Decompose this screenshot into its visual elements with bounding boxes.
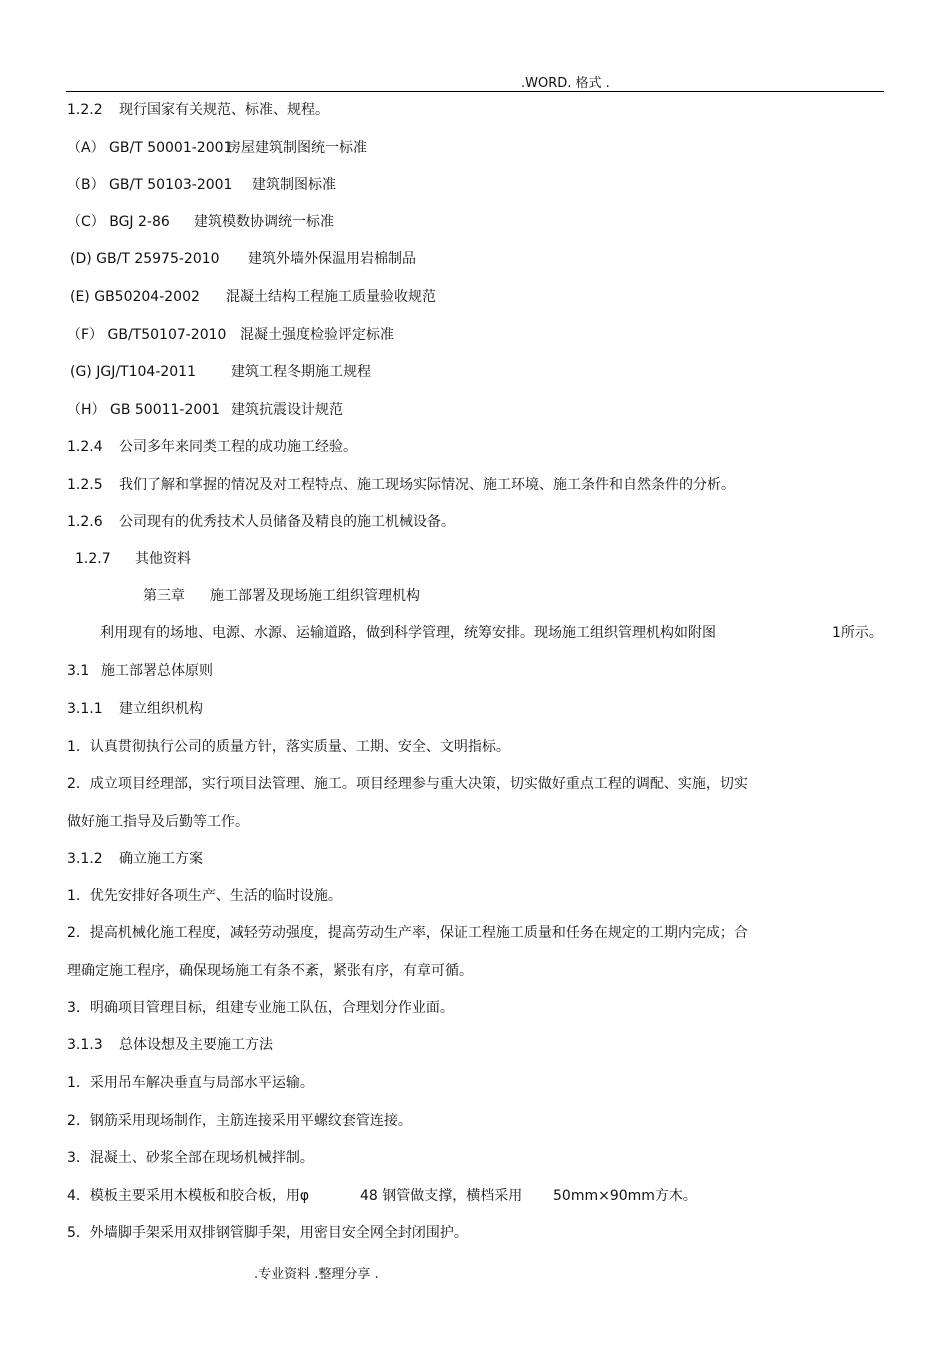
chapter-title: 施工部署及现场施工组织管理机构 (210, 588, 420, 604)
standard-code: （F） GB/T50107-2010 (67, 327, 227, 343)
standard-item-g (70, 363, 371, 381)
clause-text: 我们了解和掌握的情况及对工程特点、施工现场实际情况、施工环境、施工条件和自然条件的分析。 (119, 477, 735, 493)
section-3-1-3 (67, 1036, 273, 1054)
clause-1-2-2 (67, 101, 329, 119)
clause-number: 1.2.7 (75, 551, 111, 567)
section-title: 总体设想及主要施工方法 (119, 1037, 273, 1053)
clause-text: 其他资料 (135, 551, 191, 567)
list-item-continuation: 做好施工指导及后勤等工作。 (67, 814, 249, 830)
list-item: 2．钢筋采用现场制作，主筋连接采用平螺纹套管连接。 (67, 1113, 412, 1129)
standard-item-a (67, 139, 367, 157)
section-number: 3.1.3 (67, 1037, 103, 1053)
standard-item-d (70, 250, 416, 268)
list-item: 3．明确项目管理目标，组建专业施工队伍，合理划分作业面。 (67, 1000, 454, 1016)
section-title: 建立组织机构 (119, 701, 203, 717)
list-item (67, 1187, 697, 1205)
standard-item-h (67, 401, 343, 419)
clause-1-2-4 (67, 438, 357, 456)
list-item: 1．认真贯彻执行公司的质量方针，落实质量、工期、安全、文明指标。 (67, 739, 510, 755)
chapter-heading (143, 587, 420, 605)
section-number: 3.1.2 (67, 851, 103, 867)
clause-number: 1.2.2 (67, 102, 103, 118)
clause-1-2-7 (75, 550, 191, 568)
standard-title: 建筑工程冬期施工规程 (231, 364, 371, 380)
standard-code: （C） BGJ 2-86 (67, 214, 170, 230)
clause-number: 1.2.6 (67, 514, 103, 530)
standard-title: 建筑模数协调统一标准 (194, 214, 334, 230)
standard-title: 混凝土强度检验评定标准 (240, 327, 394, 343)
section-3-1-1 (67, 700, 203, 718)
standard-title: 建筑外墙外保温用岩棉制品 (248, 251, 416, 267)
standard-code: (G) JGJ/T104-2011 (70, 364, 196, 380)
standard-title: 房屋建筑制图统一标准 (227, 140, 367, 156)
list-item: 1．采用吊车解决垂直与局部水平运输。 (67, 1075, 314, 1091)
clause-number: 1.2.5 (67, 477, 103, 493)
standard-title: 建筑制图标准 (252, 177, 336, 193)
section-title: 施工部署总体原则 (101, 663, 213, 679)
section-3-1 (67, 662, 213, 680)
intro-text: 利用现有的场地、电源、水源、运输道路，做到科学管理，统筹安排。现场施工组织管理机构如附图 (100, 625, 716, 641)
standard-item-c (67, 213, 334, 231)
list-item-part: 50mm×90mm方木。 (553, 1188, 697, 1204)
standard-item-f (67, 326, 394, 344)
clause-text: 现行国家有关规范、标准、规程。 (119, 102, 329, 118)
section-number: 3.1.1 (67, 701, 103, 717)
header-rule (66, 91, 884, 92)
section-title: 确立施工方案 (119, 851, 203, 867)
intro-tail: 1所示。 (832, 625, 883, 641)
list-item: 3．混凝土、砂浆全部在现场机械拌制。 (67, 1150, 314, 1166)
page-footer: .专业资料 .整理分享 . (254, 1267, 379, 1282)
list-item-part: 48 钢管做支撑，横档采用 (360, 1188, 523, 1204)
standard-code: （A） GB/T 50001-2001 (67, 140, 233, 156)
section-3-1-2 (67, 850, 203, 868)
standard-item-e (70, 288, 436, 306)
page-header: .WORD. 格式 . (521, 76, 610, 91)
standard-code: (D) GB/T 25975-2010 (70, 251, 220, 267)
intro-paragraph (100, 624, 883, 642)
clause-1-2-5 (67, 476, 735, 494)
clause-text: 公司多年来同类工程的成功施工经验。 (119, 439, 357, 455)
clause-1-2-6 (67, 513, 455, 531)
list-item-continuation: 理确定施工程序，确保现场施工有条不紊，紧张有序，有章可循。 (67, 963, 473, 979)
list-item: 1．优先安排好各项生产、生活的临时设施。 (67, 888, 342, 904)
clause-text: 公司现有的优秀技术人员储备及精良的施工机械设备。 (119, 514, 455, 530)
standard-code: (E) GB50204-2002 (70, 289, 200, 305)
standard-code: （H） GB 50011-2001 (67, 402, 221, 418)
standard-title: 建筑抗震设计规范 (231, 402, 343, 418)
list-item: 5．外墙脚手架采用双排钢管脚手架，用密目安全网全封闭围护。 (67, 1225, 468, 1241)
standard-code: （B） GB/T 50103-2001 (67, 177, 233, 193)
section-number: 3.1 (67, 663, 90, 679)
list-item: 2．成立项目经理部，实行项目法管理、施工。项目经理参与重大决策，切实做好重点工程的调配、实施，切实 (67, 776, 748, 792)
chapter-number: 第三章 (143, 588, 185, 604)
list-item-part: 4．模板主要采用木模板和胶合板，用φ (67, 1188, 310, 1204)
clause-number: 1.2.4 (67, 439, 103, 455)
standard-title: 混凝土结构工程施工质量验收规范 (226, 289, 436, 305)
list-item: 2．提高机械化施工程度，减轻劳动强度，提高劳动生产率，保证工程施工质量和任务在规定的工期内完成；合 (67, 925, 748, 941)
standard-item-b (67, 176, 336, 194)
